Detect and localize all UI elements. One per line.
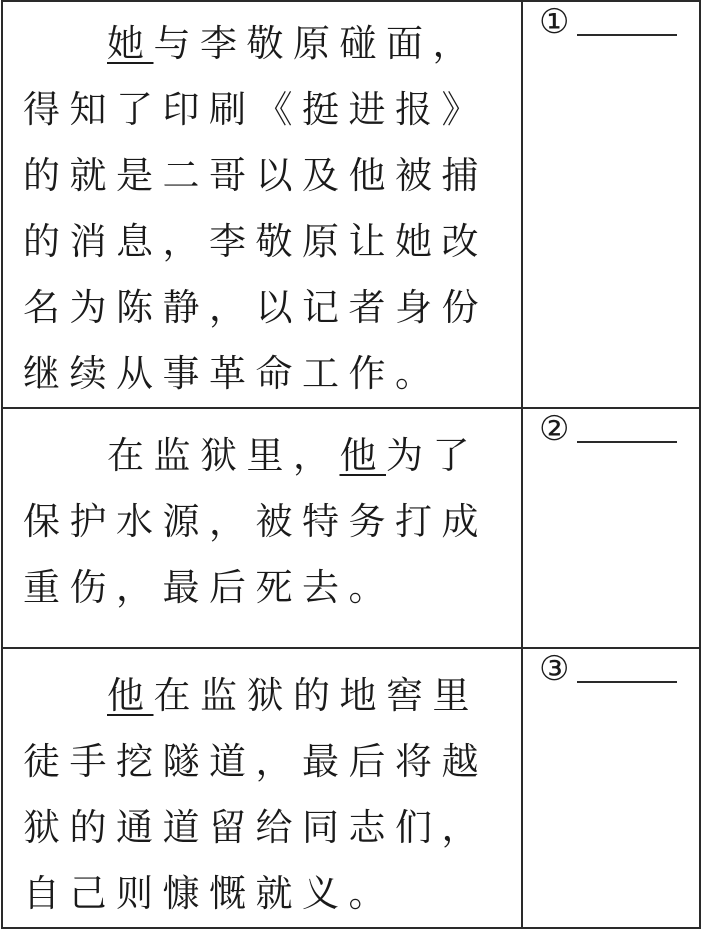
answer-blank[interactable]	[577, 441, 677, 443]
underlined-pronoun: 他	[107, 674, 154, 717]
description-text	[3, 409, 521, 621]
underlined-pronoun: 她	[107, 22, 154, 65]
description-text	[3, 2, 521, 407]
answer-cell	[522, 648, 700, 928]
table-row	[2, 408, 700, 648]
character-matching-table	[1, 0, 701, 929]
answer-number: ②	[539, 409, 570, 449]
description-cell	[2, 1, 522, 408]
description-body: 在监狱的地窖里徒手挖隧道，最后将越狱的通道留给同志们，自己则慷慨就义。	[23, 674, 488, 915]
description-cell	[2, 408, 522, 648]
answer-cell	[522, 1, 700, 408]
answer-cell	[522, 408, 700, 648]
description-body: 与李敬原碰面，得知了印刷《挺进报》的就是二哥以及他被捕的消息，李敬原让她改名为陈静，以记者身份继续从事革命工作。	[23, 22, 488, 395]
answer-blank[interactable]	[577, 34, 677, 36]
answer-number: ③	[539, 649, 570, 689]
description-body: 为了保护水源，被特务打成重伤，最后死去。	[23, 434, 488, 609]
table-row	[2, 1, 700, 408]
answer-number: ①	[539, 2, 570, 42]
answer-blank[interactable]	[577, 681, 677, 683]
table-row	[2, 648, 700, 928]
description-lead: 在监狱里，	[107, 434, 340, 477]
description-text	[3, 649, 521, 927]
description-cell	[2, 648, 522, 928]
underlined-pronoun: 他	[339, 434, 386, 477]
